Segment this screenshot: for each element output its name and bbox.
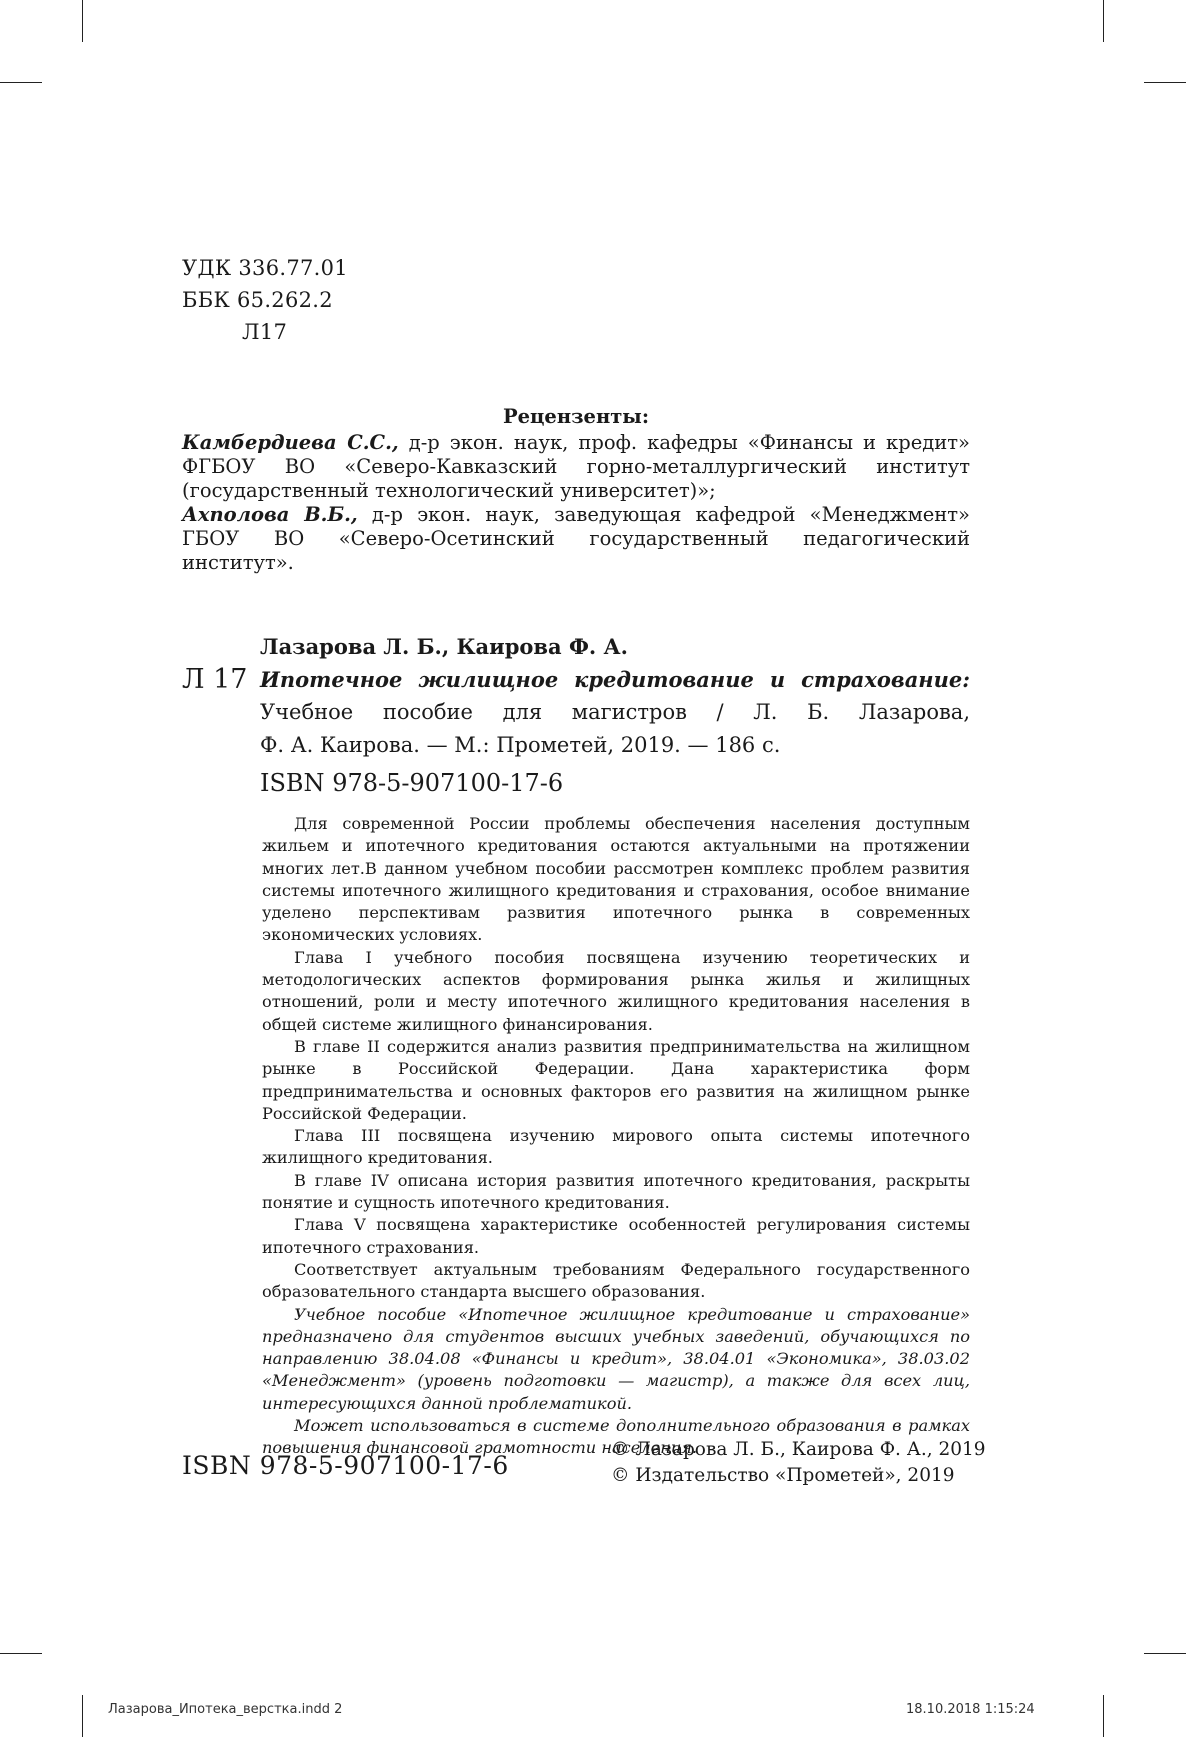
reviewer-2-name: Ахполова В.Б.,	[182, 503, 358, 526]
catalog-authors: Лазарова Л. Б., Каирова Ф. А.	[260, 634, 628, 659]
abstract-paragraph: В главе IV описана история развития ипотечного кредитования, раскрыты понятие и сущность ипотечного кредитования.	[262, 1170, 970, 1213]
reviewer-1-credentials: д-р экон. наук, проф. кафедры «Финансы и кредит»	[398, 431, 970, 454]
bbk-code: ББК 65.262.2	[182, 288, 333, 312]
catalog-entry	[182, 630, 970, 802]
abstract-paragraph-italic: Учебное пособие «Ипотечное жилищное кредитование и страхование» предназначено для студентов высших учебных заведений, обучающихся по направлению 38.04.08 «Финансы и кредит», 38.04.01 «Экономика», 38.03.02 «Менеджмент» (уровень подготовки — магистр), а также для всех лиц, интересующихся данной проблематикой.	[262, 1304, 970, 1413]
reviewer-2-line-2: ГБОУ ВО «Северо-Осетинский государственный педагогический институт».	[182, 527, 970, 574]
abstract-text	[262, 813, 970, 1460]
catalog-mark: Л 17	[182, 664, 248, 695]
catalog-line-2: Учебное пособие для магистров / Л. Б. Лазарова,	[260, 700, 970, 724]
author-mark: Л17	[242, 320, 288, 344]
abstract-paragraph-italic: Может использоваться в системе дополнительного образования в рамках повышения финансовой грамотности населения.	[262, 1416, 970, 1458]
reviewer-1-line-2: ФГБОУ ВО «Северо-Кавказский горно-металлургический институт	[182, 455, 970, 478]
reviewer-2-credentials: д-р экон. наук, заведующая кафедрой «Менеджмент»	[357, 503, 970, 526]
reviewers-title: Рецензенты:	[502, 405, 650, 428]
udk-code: УДК 336.77.01	[182, 256, 348, 280]
copyright-authors: © Лазарова Л. Б., Каирова Ф. А., 2019	[611, 1439, 986, 1460]
isbn-bottom: ISBN 978-5-907100-17-6	[182, 1451, 509, 1480]
catalog-line-3: Ф. А. Каирова. — М.: Прометей, 2019. — 186 с.	[260, 733, 781, 757]
reviewer-2-line-1	[182, 503, 970, 527]
catalog-row	[182, 663, 970, 762]
book-title: Ипотечное жилищное кредитование и страхование:	[260, 667, 970, 692]
abstract-paragraph: Глава III посвящена изучению мирового опыта системы ипотечного жилищного кредитования.	[262, 1126, 970, 1168]
reviewers-block	[182, 405, 970, 575]
footer-filename: Лазарова_Ипотека_верстка.indd 2	[108, 1702, 343, 1717]
classification-codes	[182, 252, 348, 348]
abstract-paragraph: Глава V посвящена характеристике особенностей регулирования системы ипотечного страхования.	[262, 1215, 970, 1257]
abstract-paragraph: Для современной России проблемы обеспечения населения доступным жильем и ипотечного кредитования остаются актуальными на протяжении многих лет.В данном учебном пособии рассмотрен комплекс проблем развития системы ипотечного жилищного кредитования и страхования, особое внимание уделено перспективам развития ипотечного рынка в современных экономических условиях.	[262, 814, 970, 945]
copyright-publisher: © Издательство «Прометей», 2019	[611, 1465, 955, 1486]
footer-datetime: 18.10.2018 1:15:24	[906, 1702, 1035, 1717]
catalog-description	[260, 663, 970, 762]
reviewer-1-line-1	[182, 431, 970, 455]
abstract-paragraph: Соответствует актуальным требованиям Федерального государственного образовательного стандарта высшего образования.	[262, 1259, 970, 1302]
copyright-block	[611, 1437, 986, 1489]
abstract-paragraph: В главе II содержится анализ развития предпринимательства на жилищном рынке в Российской Федерации. Дана характеристика форм предпринимательства и основных факторов его развития на жилищном рынке Российской Федерации.	[262, 1036, 970, 1123]
catalog-isbn: ISBN 978-5-907100-17-6	[260, 769, 564, 797]
reviewer-1-line-3: (государственный технологический университет)»;	[182, 479, 716, 502]
abstract-paragraph: Глава I учебного пособия посвящена изучению теоретических и методологических аспектов формирования рынка жилья и жилищных отношений, роли и месту ипотечного жилищного кредитования населения в общей системе жилищного финансирования.	[262, 947, 970, 1034]
reviewer-1-name: Камбердиева С.С.,	[182, 431, 399, 454]
